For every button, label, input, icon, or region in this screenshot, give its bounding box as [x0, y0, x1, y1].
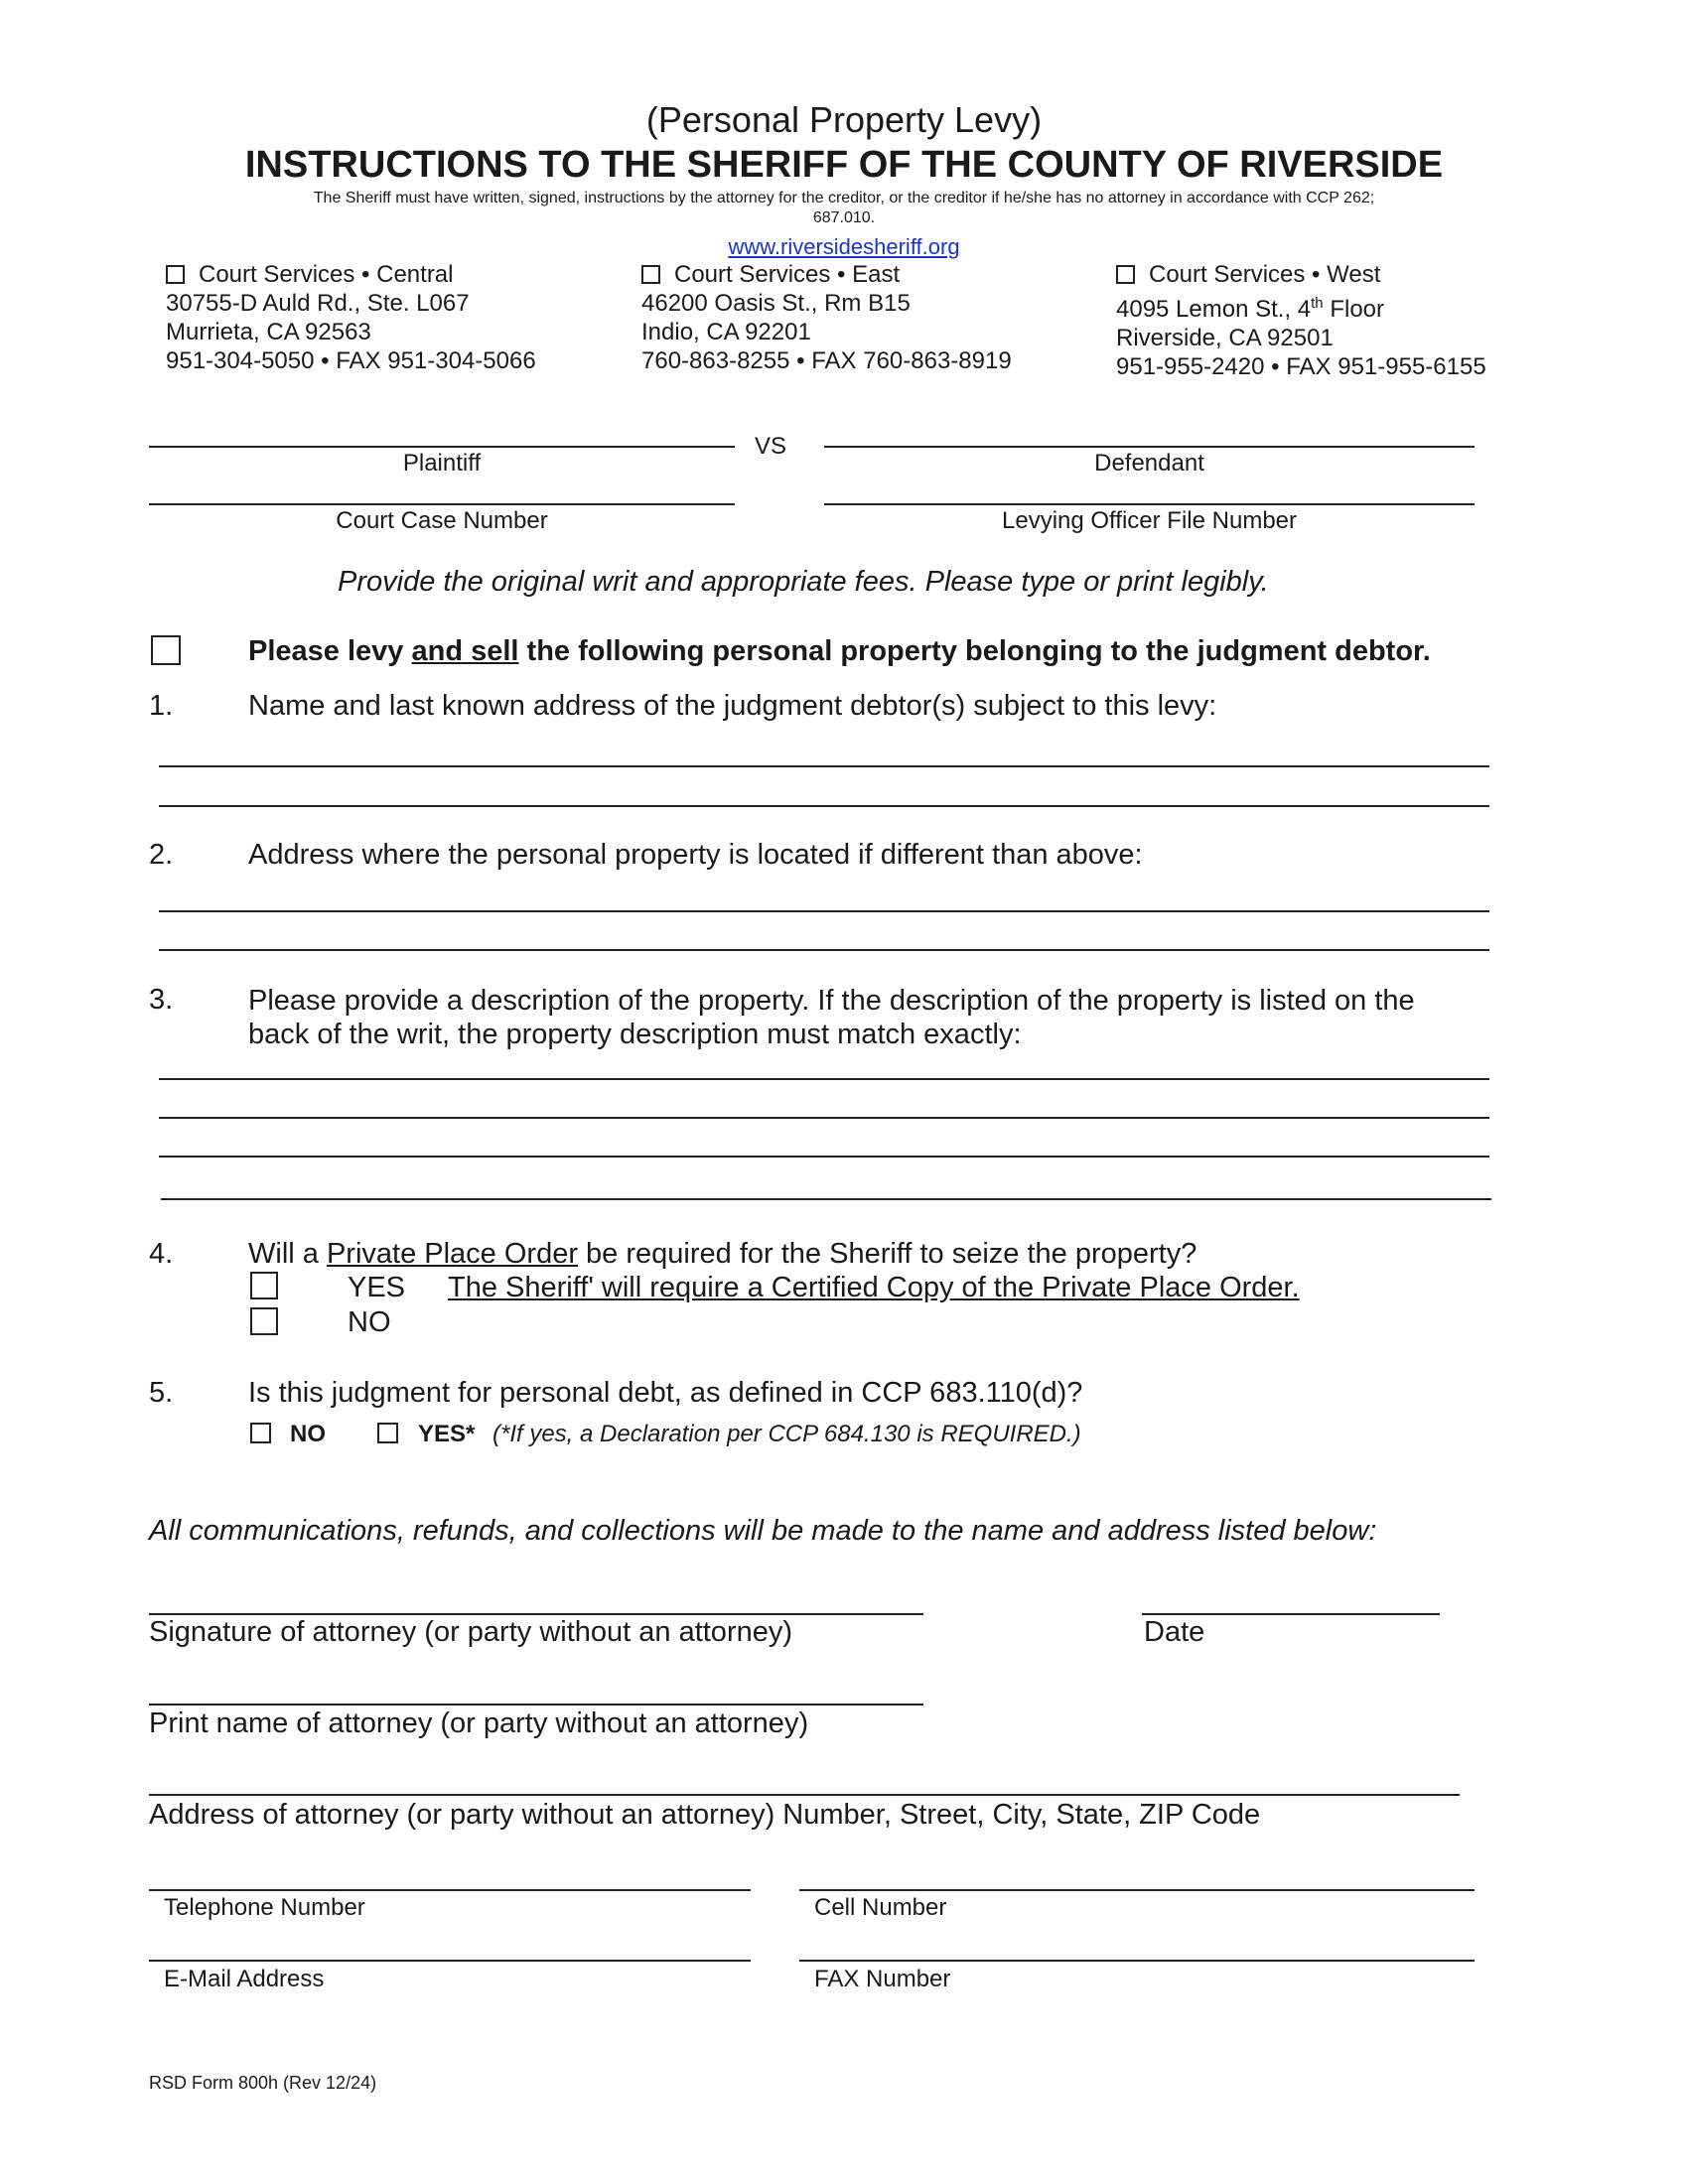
- signature-label: Signature of attorney (or party without an attorney): [149, 1616, 793, 1648]
- item-1-number: 1.: [149, 690, 174, 722]
- item-2-question: Address where the personal property is located if different than above:: [248, 839, 1143, 871]
- personal-debt-no-checkbox[interactable]: [250, 1423, 271, 1443]
- office-east-city: Indio, CA 92201: [641, 319, 811, 345]
- instructions-note: Provide the original writ and appropriate fees. Please type or print legibly.: [338, 566, 1269, 598]
- office-central-city: Murrieta, CA 92563: [166, 319, 371, 345]
- form-number: RSD Form 800h (Rev 12/24): [149, 2073, 377, 2093]
- item-1-line-1[interactable]: [159, 765, 1489, 767]
- and-sell-text: and sell: [411, 635, 519, 667]
- office-central: [166, 260, 536, 375]
- communications-note: All communications, refunds, and collections will be made to the name and address listed below:: [149, 1515, 1377, 1547]
- defendant-line[interactable]: [824, 446, 1475, 448]
- office-east-label: Court Services • East: [674, 261, 901, 288]
- item-2-number: 2.: [149, 839, 174, 871]
- office-east-street: 46200 Oasis St., Rm B15: [641, 290, 911, 317]
- office-east: [641, 260, 1012, 375]
- private-place-order-text: Private Place Order: [326, 1238, 578, 1270]
- date-label: Date: [1144, 1616, 1205, 1648]
- plaintiff-line[interactable]: [149, 446, 735, 448]
- item-2-line-2[interactable]: [159, 949, 1489, 951]
- personal-debt-yes-checkbox[interactable]: [377, 1423, 398, 1443]
- office-west-checkbox[interactable]: [1116, 265, 1135, 284]
- private-place-no-checkbox[interactable]: [250, 1307, 278, 1335]
- print-name-label: Print name of attorney (or party without an attorney): [149, 1707, 809, 1739]
- item-5-question: Is this judgment for personal debt, as defined in CCP 683.110(d)?: [248, 1377, 1083, 1409]
- item-3-line-3[interactable]: [159, 1156, 1489, 1158]
- declaration-note: (*If yes, a Declaration per CCP 684.130 is REQUIRED.): [492, 1421, 1081, 1447]
- address-label: Address of attorney (or party without an attorney) Number, Street, City, State, ZIP Code: [149, 1799, 1261, 1831]
- case-number-line[interactable]: [149, 503, 735, 505]
- office-west-street: 4095 Lemon St., 4th Floor: [1116, 295, 1385, 323]
- private-place-yes-label: YES: [348, 1272, 406, 1303]
- fax-line[interactable]: [799, 1960, 1475, 1962]
- date-line[interactable]: [1142, 1613, 1440, 1615]
- form-subtitle: (Personal Property Levy): [645, 99, 1043, 140]
- private-place-yes-note: The Sheriff' will require a Certified Copy of the Private Place Order.: [448, 1272, 1300, 1303]
- officer-file-line[interactable]: [824, 503, 1475, 505]
- cell-line[interactable]: [799, 1889, 1475, 1891]
- item-4-question: Will a Private Place Order be required for the Sheriff to seize the property?: [248, 1238, 1197, 1270]
- fax-label: FAX Number: [814, 1966, 951, 1992]
- item-3-line-4[interactable]: [161, 1198, 1491, 1200]
- defendant-label: Defendant: [1094, 450, 1204, 477]
- item-3-number: 3.: [149, 984, 174, 1016]
- case-number-label: Court Case Number: [336, 507, 548, 534]
- legal-notice-line1: The Sheriff must have written, signed, instructions by the attorney for the creditor, or the creditor if he/she has no attorney in accordance with CCP 262;: [313, 190, 1375, 206]
- item-1-line-2[interactable]: [159, 805, 1489, 807]
- signature-line[interactable]: [149, 1613, 923, 1615]
- cell-label: Cell Number: [814, 1894, 947, 1921]
- vs-label: VS: [755, 433, 787, 460]
- legal-notice-line2: 687.010.: [812, 209, 876, 226]
- personal-debt-no-label: NO: [290, 1421, 326, 1447]
- plaintiff-label: Plaintiff: [402, 450, 482, 477]
- private-place-yes-checkbox[interactable]: [250, 1272, 278, 1299]
- office-west-label: Court Services • West: [1149, 261, 1381, 288]
- office-west-city: Riverside, CA 92501: [1116, 325, 1334, 351]
- office-central-street: 30755-D Auld Rd., Ste. L067: [166, 290, 470, 317]
- office-east-phone: 760-863-8255 • FAX 760-863-8919: [641, 347, 1012, 374]
- officer-file-label: Levying Officer File Number: [1002, 507, 1297, 534]
- personal-debt-yes-label: YES*: [418, 1421, 476, 1447]
- office-central-checkbox[interactable]: [166, 265, 185, 284]
- office-west-phone: 951-955-2420 • FAX 951-955-6155: [1116, 353, 1486, 380]
- levy-checkbox[interactable]: [151, 635, 181, 665]
- levy-statement: Please levy and sell the following personal property belonging to the judgment debtor.: [248, 635, 1431, 667]
- print-name-line[interactable]: [149, 1704, 923, 1706]
- legal-notice: [169, 189, 1519, 228]
- item-2-line-1[interactable]: [159, 910, 1489, 912]
- telephone-label: Telephone Number: [164, 1894, 365, 1921]
- email-label: E-Mail Address: [164, 1966, 325, 1992]
- address-line[interactable]: [149, 1794, 1460, 1796]
- office-central-label: Court Services • Central: [199, 261, 454, 288]
- email-line[interactable]: [149, 1960, 751, 1962]
- item-1-question: Name and last known address of the judgment debtor(s) subject to this levy:: [248, 690, 1217, 722]
- form-title: INSTRUCTIONS TO THE SHERIFF OF THE COUNTY OF RIVERSIDE: [244, 144, 1444, 186]
- item-3-question: Please provide a description of the property. If the description of the property is listed on the back of the writ, the property description must match exactly:: [248, 985, 1415, 1050]
- office-east-checkbox[interactable]: [641, 265, 660, 284]
- item-5-number: 5.: [149, 1377, 174, 1409]
- office-central-phone: 951-304-5050 • FAX 951-304-5066: [166, 347, 536, 374]
- website-link[interactable]: www.riversidesheriff.org: [728, 234, 960, 259]
- item-3-line-2[interactable]: [159, 1117, 1489, 1119]
- office-west: [1116, 260, 1486, 381]
- telephone-line[interactable]: [149, 1889, 751, 1891]
- private-place-no-label: NO: [348, 1306, 391, 1338]
- item-4-number: 4.: [149, 1238, 174, 1270]
- item-3-line-1[interactable]: [159, 1078, 1489, 1080]
